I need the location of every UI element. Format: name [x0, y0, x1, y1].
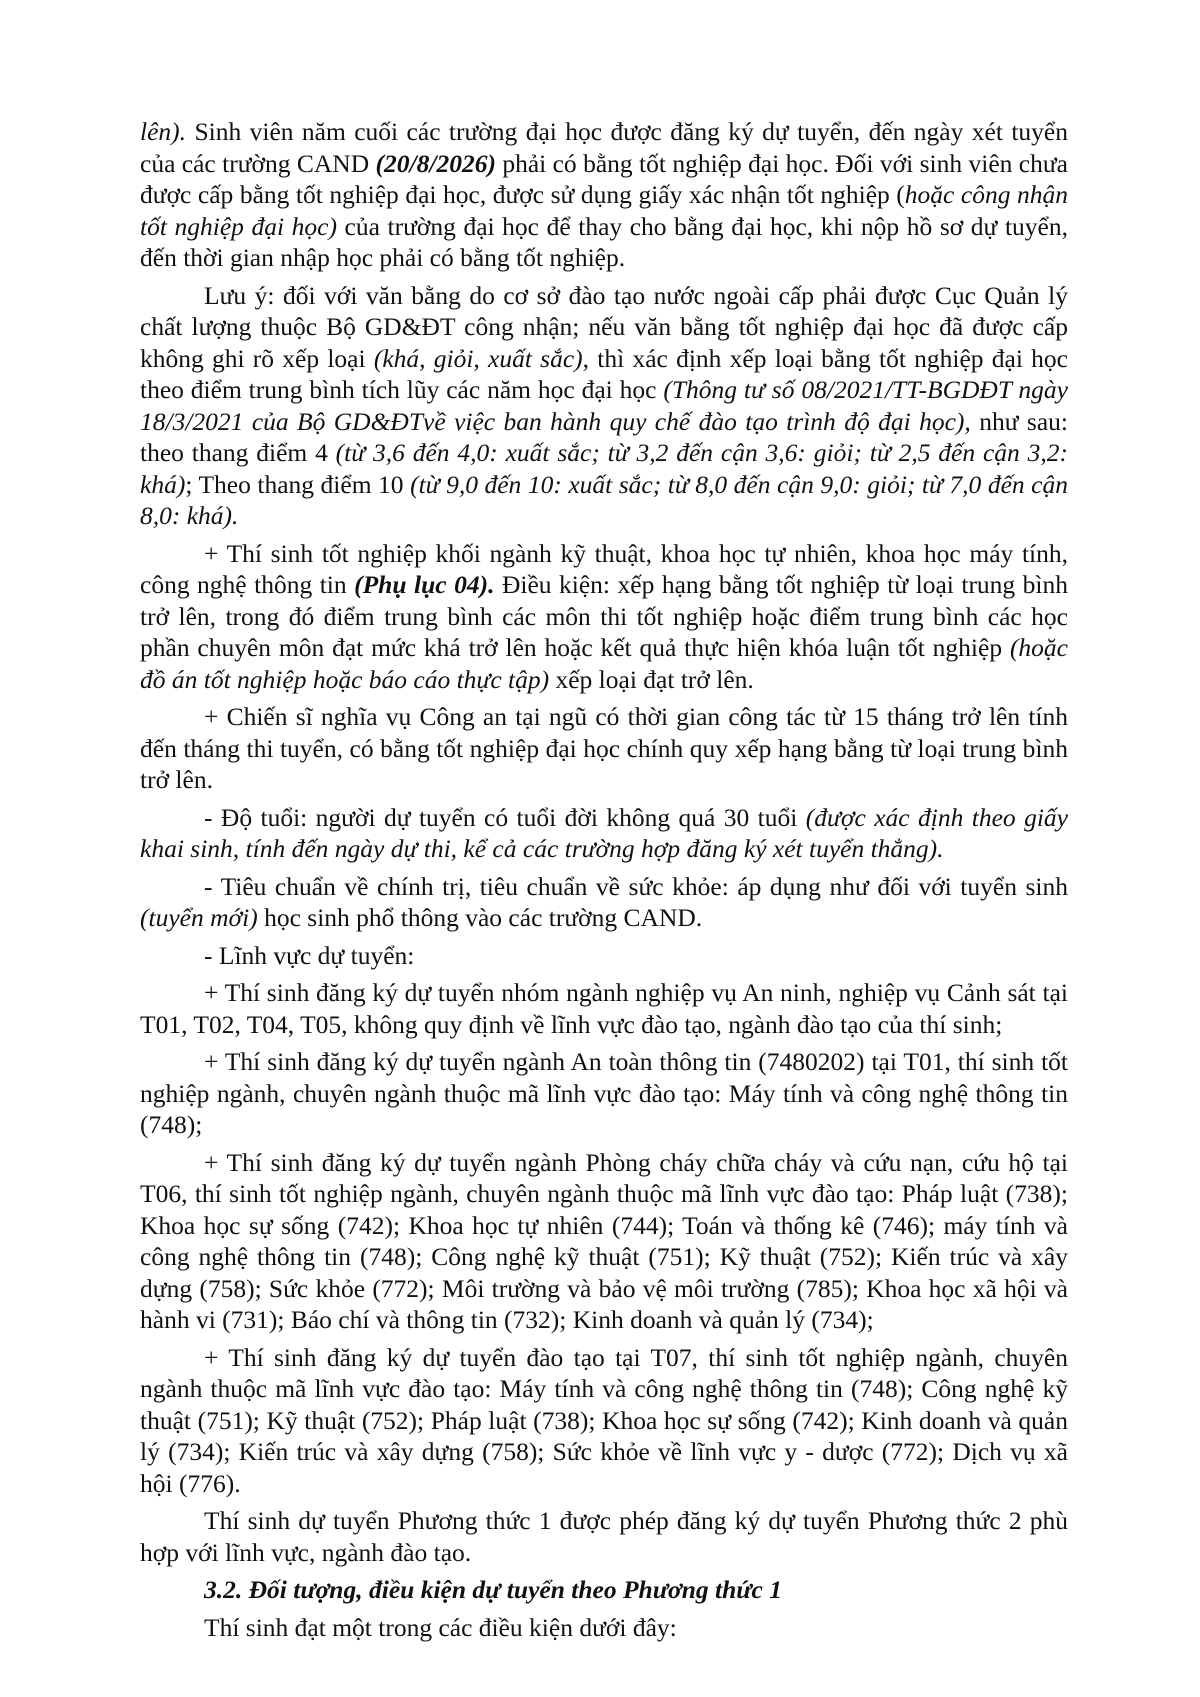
paragraph-fields-heading: - Lĩnh vực dự tuyển:	[204, 940, 415, 970]
document-page	[140, 116, 1068, 1649]
text-italic: (được xác định theo giấy khai sinh, tính đến ngày dự thi, kể cả các trường hợp đăng ký xét tuyển thẳng).	[140, 802, 1068, 863]
text-italic: (tuyển mới)	[140, 903, 258, 932]
text-bold-italic: (20/8/2026)	[375, 148, 496, 178]
text: ; Theo thang điểm 10	[185, 469, 411, 499]
paragraph-fire-rescue: + Thí sinh đăng ký dự tuyển ngành Phòng cháy chữa cháy và cứu nạn, cứu hộ tại T06, thí sinh tốt nghiệp ngành, chuyên ngành thuộc mã lĩnh vực đào tạo: Pháp luật (738); Khoa học sự sống (742); Khoa học tự nhiên (744); Toán và thống kê (746); máy tính và công nghệ thông tin (748); Công nghệ kỹ thuật (751); Kỹ thuật (752); Kiến trúc và xây dựng (758); Sức khỏe (772); Môi trường và bảo vệ môi trường (785); Khoa học xã hội và hành vi (731); Báo chí và thông tin (732); Kinh doanh và quản lý (734);	[140, 1147, 1068, 1334]
text: + Thí sinh tốt nghiệp khối ngành kỹ thuật, khoa học tự nhiên, khoa học máy tính, công nghệ thông tin	[140, 538, 1068, 599]
text-italic: hoặc công nhận tốt nghiệp đại học)	[140, 180, 1068, 241]
paragraph-police-soldiers: + Chiến sĩ nghĩa vụ Công an tại ngũ có thời gian công tác từ 15 tháng trở lên tính đến tháng thi tuyển, có bằng tốt nghiệp đại học chính quy xếp hạng bằng từ loại trung bình trở lên.	[140, 702, 1068, 794]
text-italic: (hoặc đồ án tốt nghiệp hoặc báo cáo thực tập)	[140, 633, 1068, 694]
text-italic: lên).	[140, 117, 187, 146]
text: như sau: theo thang điểm 4	[140, 406, 1068, 467]
text: xếp loại đạt trở lên.	[549, 664, 754, 694]
text-italic: (khá, giỏi, xuất sắc)	[373, 343, 583, 373]
text: Lưu ý: đối với văn bằng do cơ sở đào tạo nước ngoài cấp phải được Cục Quản lý chất lượng thuộc Bộ GD&ĐT công nhận; nếu văn bằng tốt nghiệp đại học đã được cấp không ghi rõ xếp loại	[140, 280, 1068, 373]
paragraph-security-police-majors: + Thí sinh đăng ký dự tuyển nhóm ngành nghiệp vụ An ninh, nghiệp vụ Cảnh sát tại T01, T02, T04, T05, không quy định về lĩnh vực đào tạo, ngành đào tạo của thí sinh;	[140, 978, 1068, 1039]
paragraph-conditions-intro: Thí sinh đạt một trong các điều kiện dưới đây:	[204, 1612, 677, 1642]
text: , thì xác định xếp loại bằng tốt nghiệp đại học theo điểm trung bình tích lũy các năm học đại học	[140, 343, 1068, 404]
paragraph-political-health-standards	[140, 871, 1068, 934]
text: phải có bằng tốt nghiệp đại học. Đối với sinh viên chưa được cấp bằng tốt nghiệp đại học, được sử dụng giấy xác nhận tốt nghiệp (	[140, 148, 1068, 209]
paragraph-foreign-degree-note	[140, 280, 1068, 532]
text: Điều kiện: xếp hạng bằng tốt nghiệp từ loại trung bình trở lên, trong đó điểm trung bình các môn thi tốt nghiệp hoặc điểm trung bình các học phần chuyên môn đạt mức khá trở lên hoặc kết quả thực hiện khóa luận tốt nghiệp	[140, 570, 1069, 662]
paragraph-method-note: Thí sinh dự tuyển Phương thức 1 được phép đăng ký dự tuyển Phương thức 2 phù hợp với lĩnh vực, ngành đào tạo.	[140, 1506, 1068, 1567]
paragraph-graduation-requirement	[140, 116, 1068, 274]
text: - Độ tuổi: người dự tuyển có tuổi đời không quá 30 tuổi	[204, 802, 806, 832]
text: - Tiêu chuẩn về chính trị, tiêu chuẩn về sức khỏe: áp dụng như đối với tuyển sinh	[204, 871, 1068, 901]
text-bold-italic: (Phụ lục 04).	[354, 570, 495, 599]
paragraph-t07-training: + Thí sinh đăng ký dự tuyển đào tạo tại T07, thí sinh tốt nghiệp ngành, chuyên ngành thuộc mã lĩnh vực đào tạo: Máy tính và công nghệ thông tin (748); Công nghệ kỹ thuật (751); Kỹ thuật (752); Pháp luật (738); Khoa học sự sống (742); Kinh doanh và quản lý (734); Kiến trúc và xây dựng (758); Sức khỏe về lĩnh vực y - dược (772); Dịch vụ xã hội (776).	[140, 1342, 1068, 1498]
section-heading-3-2: 3.2. Đối tượng, điều kiện dự tuyển theo Phương thức 1	[204, 1575, 782, 1604]
text: của trường đại học để thay cho bằng đại học, khi nộp hồ sơ dự tuyển, đến thời gian nhập học phải có bằng tốt nghiệp.	[140, 211, 1068, 272]
text: Sinh viên năm cuối các trường đại học được đăng ký dự tuyển, đến ngày xét tuyển của các trường CAND	[140, 117, 1068, 178]
text-italic: (từ 9,0 đến 10: xuất sắc; từ 8,0 đến cận 9,0: giỏi; từ 7,0 đến cận 8,0: khá).	[140, 469, 1068, 530]
text-italic: (Thông tư số 08/2021/TT-BGDĐT ngày 18/3/2021 của Bộ GD&ĐTvề việc ban hành quy chế đào tạo trình độ đại học),	[140, 375, 1068, 436]
text: học sinh phổ thông vào các trường CAND.	[257, 903, 703, 932]
text-italic: (từ 3,6 đến 4,0: xuất sắc; từ 3,2 đến cận 3,6: giỏi; từ 2,5 đến cận 3,2: khá)	[140, 438, 1068, 499]
paragraph-age-limit	[140, 802, 1068, 865]
paragraph-technical-graduates	[140, 538, 1068, 696]
paragraph-information-security: + Thí sinh đăng ký dự tuyển ngành An toàn thông tin (7480202) tại T01, thí sinh tốt nghiệp ngành, chuyên ngành thuộc mã lĩnh vực đào tạo: Máy tính và công nghệ thông tin (748);	[140, 1047, 1068, 1139]
